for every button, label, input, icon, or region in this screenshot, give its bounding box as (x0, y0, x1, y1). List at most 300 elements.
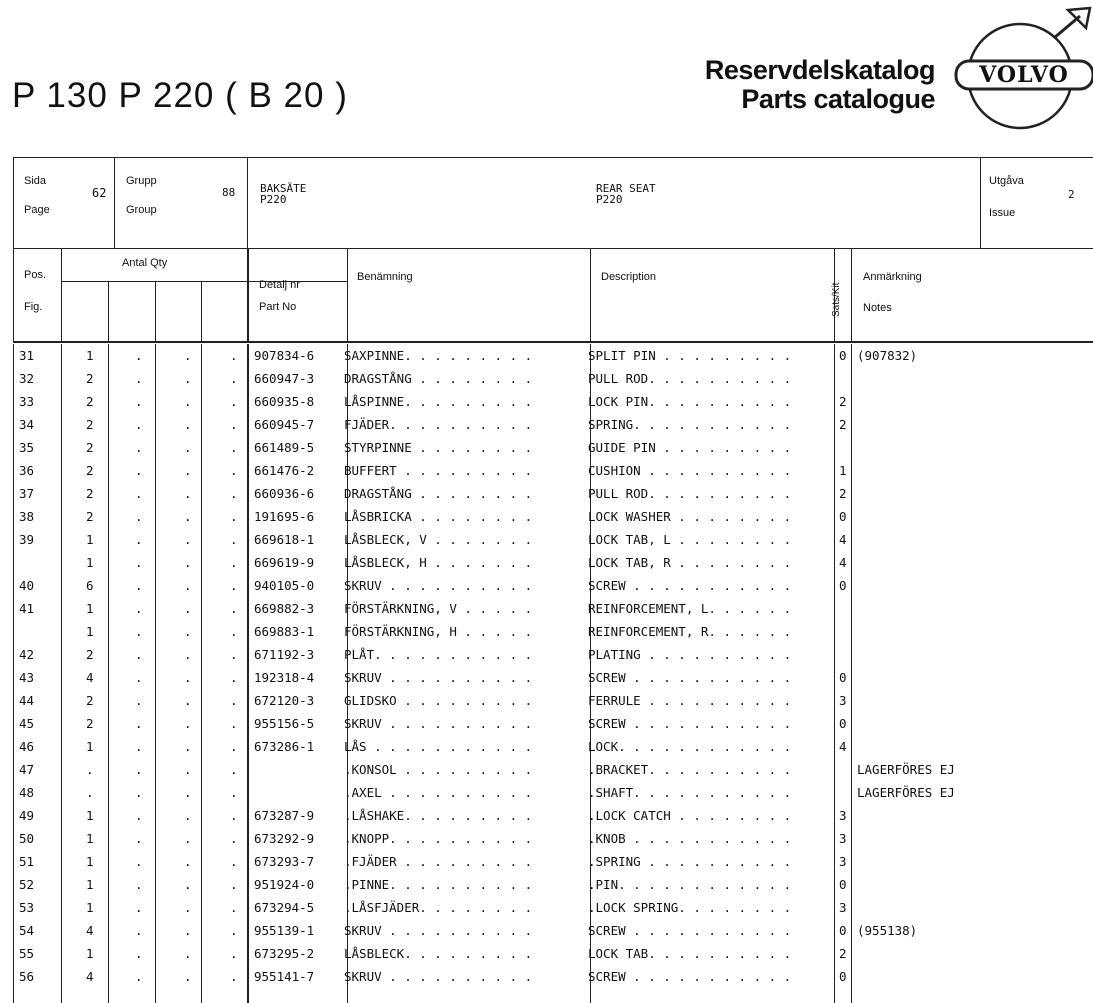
part-number-cell: 660936-6 (254, 486, 315, 501)
benamning-cell: .LÅSFJÄDER. . . . . . . . (344, 900, 533, 915)
qty-col3-cell: . (184, 601, 192, 616)
qty-col2-cell: . (135, 923, 143, 938)
qty-cell: 2 (86, 716, 94, 731)
sats-cell: 4 (839, 555, 847, 570)
qty-cell: 2 (86, 394, 94, 409)
qty-col3-cell: . (184, 946, 192, 961)
part-number-cell: 669882-3 (254, 601, 315, 616)
part-number-cell: 191695-6 (254, 509, 315, 524)
qty-col2-cell: . (135, 716, 143, 731)
benamning-cell: SKRUV . . . . . . . . . . (344, 716, 533, 731)
sats-cell: 4 (839, 739, 847, 754)
sats-cell: 1 (839, 463, 847, 478)
qty-col3-cell: . (184, 670, 192, 685)
benamning-cell: STYRPINNE . . . . . . . . (344, 440, 533, 455)
description-cell: LOCK PIN. . . . . . . . . . (588, 394, 792, 409)
part-number-cell: 671192-3 (254, 647, 315, 662)
pos-cell: 52 (19, 877, 35, 892)
part-number-cell: 669883-1 (254, 624, 315, 639)
table-row (14, 737, 1093, 760)
qty-col4-cell: . (230, 900, 238, 915)
qty-col2-cell: . (135, 486, 143, 501)
qty-col2-cell: . (135, 969, 143, 984)
part-number-cell: 660947-3 (254, 371, 315, 386)
qty-col4-cell: . (230, 555, 238, 570)
qty-col4-cell: . (230, 394, 238, 409)
qty-col4-cell: . (230, 601, 238, 616)
table-row (14, 852, 1093, 875)
part-number-cell: 661489-5 (254, 440, 315, 455)
qty-col2-cell: . (135, 693, 143, 708)
table-row (14, 599, 1093, 622)
qty-col2-cell: . (135, 532, 143, 547)
pos-cell: 33 (19, 394, 35, 409)
benamning-label: Benämning (357, 271, 413, 283)
qty-cell: 2 (86, 647, 94, 662)
qty-col3-cell: . (184, 808, 192, 823)
part-number-cell: 661476-2 (254, 463, 315, 478)
notes-cell: LAGERFÖRES EJ (857, 785, 955, 800)
qty-col4-cell: . (230, 348, 238, 363)
pos-cell: 51 (19, 854, 35, 869)
qty-col3-cell: . (184, 900, 192, 915)
qty-col2-cell: . (135, 601, 143, 616)
qty-cell: 1 (86, 624, 94, 639)
notes-cell: (907832) (857, 348, 918, 363)
qty-cell: 2 (86, 509, 94, 524)
detalj-label: Detalj nr (259, 279, 300, 291)
benamning-cell: LÅS . . . . . . . . . . . (344, 739, 533, 754)
description-cell: CUSHION . . . . . . . . . . (588, 463, 792, 478)
pos-cell: 47 (19, 762, 35, 777)
table-row (14, 944, 1093, 967)
qty-col2-cell: . (135, 348, 143, 363)
qty-col2-cell: . (135, 739, 143, 754)
qty-cell: 2 (86, 463, 94, 478)
table-row (14, 461, 1093, 484)
benamning-cell: .LÅSHAKE. . . . . . . . . (344, 808, 533, 823)
qty-col3-cell: . (184, 578, 192, 593)
description-cell: .SHAFT. . . . . . . . . . . (588, 785, 792, 800)
pos-cell: 37 (19, 486, 35, 501)
description-cell: SPLIT PIN . . . . . . . . . (588, 348, 792, 363)
part-number-cell: 955139-1 (254, 923, 315, 938)
description-cell: PLATING . . . . . . . . . . (588, 647, 792, 662)
benamning-cell: DRAGSTÅNG . . . . . . . . (344, 371, 533, 386)
qty-col4-cell: . (230, 417, 238, 432)
sats-cell: 2 (839, 946, 847, 961)
qty-col4-cell: . (230, 670, 238, 685)
table-row (14, 553, 1093, 576)
qty-col2-cell: . (135, 808, 143, 823)
antal-qty-label: Antal Qty (122, 257, 168, 269)
qty-col2-cell: . (135, 831, 143, 846)
qty-col3-cell: . (184, 785, 192, 800)
part-number-cell: 955156-5 (254, 716, 315, 731)
table-row (14, 668, 1093, 691)
qty-col2-cell: . (135, 440, 143, 455)
pos-cell: 42 (19, 647, 35, 662)
qty-cell: 1 (86, 348, 94, 363)
pos-cell: 56 (19, 969, 35, 984)
title-en-model: P220 (596, 193, 623, 206)
notes-label: Notes (863, 302, 892, 314)
qty-col3-cell: . (184, 716, 192, 731)
qty-col4-cell: . (230, 831, 238, 846)
qty-col4-cell: . (230, 532, 238, 547)
qty-col3-cell: . (184, 923, 192, 938)
pos-cell: 50 (19, 831, 35, 846)
description-cell: .LOCK CATCH . . . . . . . . (588, 808, 792, 823)
sats-cell: 0 (839, 348, 847, 363)
part-number-cell: 955141-7 (254, 969, 315, 984)
table-row (14, 622, 1093, 645)
benamning-cell: .FJÄDER . . . . . . . . . (344, 854, 533, 869)
part-no-label: Part No (259, 301, 297, 313)
benamning-cell: LÅSBLECK. . . . . . . . . (344, 946, 533, 961)
description-cell: PULL ROD. . . . . . . . . . (588, 486, 792, 501)
sida-label: Sida (24, 175, 47, 187)
qty-cell: 1 (86, 877, 94, 892)
part-number-cell: 669618-1 (254, 532, 315, 547)
qty-col2-cell: . (135, 762, 143, 777)
qty-cell: . (86, 785, 94, 800)
table-row (14, 921, 1093, 944)
qty-col3-cell: . (184, 762, 192, 777)
benamning-cell: SKRUV . . . . . . . . . . (344, 923, 533, 938)
qty-col3-cell: . (184, 463, 192, 478)
qty-cell: 1 (86, 532, 94, 547)
sats-cell: 0 (839, 923, 847, 938)
qty-col4-cell: . (230, 624, 238, 639)
part-number-cell: 673286-1 (254, 739, 315, 754)
qty-cell: 4 (86, 670, 94, 685)
description-cell: LOCK TAB, R . . . . . . . . (588, 555, 792, 570)
benamning-cell: LÅSBLECK, V . . . . . . . (344, 532, 533, 547)
sats-kit-label: Sats/Kit (831, 282, 842, 317)
description-cell: FERRULE . . . . . . . . . . (588, 693, 792, 708)
pos-cell: 49 (19, 808, 35, 823)
info-header (13, 157, 1093, 249)
pos-cell: 38 (19, 509, 35, 524)
qty-cell: 2 (86, 417, 94, 432)
qty-col3-cell: . (184, 877, 192, 892)
description-cell: SPRING. . . . . . . . . . . (588, 417, 792, 432)
description-cell: .KNOB . . . . . . . . . . . (588, 831, 792, 846)
benamning-cell: .PINNE. . . . . . . . . . (344, 877, 533, 892)
part-number-cell: 672120-3 (254, 693, 315, 708)
benamning-cell: BUFFERT . . . . . . . . . (344, 463, 533, 478)
pos-cell: 36 (19, 463, 35, 478)
group-number: 88 (222, 186, 236, 199)
qty-cell: 2 (86, 440, 94, 455)
sats-cell: 2 (839, 394, 847, 409)
fig-label: Fig. (24, 301, 43, 313)
benamning-cell: GLIDSKO . . . . . . . . . (344, 693, 533, 708)
description-cell: LOCK WASHER . . . . . . . . (588, 509, 792, 524)
qty-cell: 2 (86, 486, 94, 501)
qty-col4-cell: . (230, 647, 238, 662)
qty-col2-cell: . (135, 670, 143, 685)
qty-col2-cell: . (135, 877, 143, 892)
qty-col2-cell: . (135, 417, 143, 432)
table-row (14, 806, 1093, 829)
qty-col3-cell: . (184, 647, 192, 662)
sats-cell: 0 (839, 877, 847, 892)
issue-label: Issue (989, 207, 1016, 219)
description-cell: SCREW . . . . . . . . . . . (588, 578, 792, 593)
table-row (14, 484, 1093, 507)
utgava-label: Utgåva (989, 175, 1024, 187)
description-label: Description (601, 271, 657, 283)
description-cell: PULL ROD. . . . . . . . . . (588, 371, 792, 386)
benamning-cell: .KNOPP. . . . . . . . . . (344, 831, 533, 846)
qty-col2-cell: . (135, 394, 143, 409)
qty-cell: 1 (86, 739, 94, 754)
qty-cell: 1 (86, 808, 94, 823)
qty-col2-cell: . (135, 647, 143, 662)
qty-col3-cell: . (184, 555, 192, 570)
qty-col4-cell: . (230, 739, 238, 754)
qty-col4-cell: . (230, 762, 238, 777)
part-number-cell: 669619-9 (254, 555, 315, 570)
table-row (14, 898, 1093, 921)
qty-col4-cell: . (230, 509, 238, 524)
qty-col2-cell: . (135, 900, 143, 915)
part-number-cell: 951924-0 (254, 877, 315, 892)
qty-cell: 1 (86, 555, 94, 570)
sats-cell: 3 (839, 693, 847, 708)
grupp-label: Grupp (126, 175, 157, 187)
description-cell: SCREW . . . . . . . . . . . (588, 670, 792, 685)
benamning-cell: .AXEL . . . . . . . . . . (344, 785, 533, 800)
qty-col4-cell: . (230, 716, 238, 731)
pos-cell: 39 (19, 532, 35, 547)
part-number-cell: 673287-9 (254, 808, 315, 823)
table-row (14, 576, 1093, 599)
title-sv-text: BAKSÄTE (260, 182, 307, 195)
qty-col2-cell: . (135, 946, 143, 961)
qty-col4-cell: . (230, 854, 238, 869)
pos-cell: 34 (19, 417, 35, 432)
qty-cell: 2 (86, 693, 94, 708)
description-cell: REINFORCEMENT, L. . . . . . (588, 601, 792, 616)
qty-col2-cell: . (135, 578, 143, 593)
qty-col3-cell: . (184, 348, 192, 363)
qty-col4-cell: . (230, 969, 238, 984)
qty-cell: 1 (86, 854, 94, 869)
qty-col2-cell: . (135, 624, 143, 639)
table-row (14, 691, 1093, 714)
qty-col3-cell: . (184, 854, 192, 869)
table-row (14, 369, 1093, 392)
pos-cell: 54 (19, 923, 35, 938)
benamning-cell: LÅSBRICKA . . . . . . . . (344, 509, 533, 524)
qty-col3-cell: . (184, 394, 192, 409)
title-en-text: REAR SEAT (596, 182, 656, 195)
qty-col4-cell: . (230, 785, 238, 800)
pos-cell: 32 (19, 371, 35, 386)
qty-col4-cell: . (230, 808, 238, 823)
qty-col3-cell: . (184, 739, 192, 754)
qty-col2-cell: . (135, 371, 143, 386)
part-number-cell: 673295-2 (254, 946, 315, 961)
table-row (14, 530, 1093, 553)
qty-cell: 2 (86, 371, 94, 386)
table-row (14, 507, 1093, 530)
part-number-cell: 673294-5 (254, 900, 315, 915)
sats-cell: 3 (839, 808, 847, 823)
pos-cell: 35 (19, 440, 35, 455)
title-sv-model: P220 (260, 193, 287, 206)
sats-cell: 3 (839, 900, 847, 915)
qty-col4-cell: . (230, 440, 238, 455)
description-cell: SCREW . . . . . . . . . . . (588, 923, 792, 938)
group-label: Group (126, 204, 157, 216)
benamning-cell: PLÅT. . . . . . . . . . . (344, 647, 533, 662)
qty-col2-cell: . (135, 785, 143, 800)
title-english (596, 183, 656, 205)
description-cell: .SPRING . . . . . . . . . . (588, 854, 792, 869)
catalog-title (705, 56, 935, 114)
benamning-cell: SKRUV . . . . . . . . . . (344, 969, 533, 984)
qty-col3-cell: . (184, 440, 192, 455)
pos-cell: 41 (19, 601, 35, 616)
pos-label: Pos. (24, 269, 47, 281)
qty-cell: 6 (86, 578, 94, 593)
catalog-title-en: Parts catalogue (741, 84, 935, 114)
qty-col2-cell: . (135, 509, 143, 524)
sats-cell: 4 (839, 532, 847, 547)
description-cell: .LOCK SPRING. . . . . . . . (588, 900, 792, 915)
catalog-title-sv: Reservdelskatalog (704, 55, 935, 85)
part-number-cell: 907834-6 (254, 348, 315, 363)
part-number-cell: 660945-7 (254, 417, 315, 432)
page-label: Page (24, 204, 50, 216)
pos-cell: 44 (19, 693, 35, 708)
qty-col3-cell: . (184, 371, 192, 386)
table-row (14, 714, 1093, 737)
benamning-cell: FÖRSTÄRKNING, V . . . . . (344, 601, 533, 616)
pos-cell: 48 (19, 785, 35, 800)
benamning-cell: LÅSPINNE. . . . . . . . . (344, 394, 533, 409)
issue-number: 2 (1068, 188, 1075, 201)
description-cell: LOCK TAB. . . . . . . . . . (588, 946, 792, 961)
notes-cell: (955138) (857, 923, 918, 938)
qty-col3-cell: . (184, 831, 192, 846)
qty-cell: 4 (86, 969, 94, 984)
qty-col3-cell: . (184, 693, 192, 708)
part-number-cell: 673293-7 (254, 854, 315, 869)
qty-col3-cell: . (184, 532, 192, 547)
part-number-cell: 192318-4 (254, 670, 315, 685)
qty-col3-cell: . (184, 417, 192, 432)
part-number-cell: 673292-9 (254, 831, 315, 846)
pos-cell: 53 (19, 900, 35, 915)
description-cell: SCREW . . . . . . . . . . . (588, 716, 792, 731)
qty-col2-cell: . (135, 854, 143, 869)
qty-cell: 1 (86, 946, 94, 961)
table-row (14, 829, 1093, 852)
column-header (13, 249, 1093, 343)
sats-cell: 0 (839, 509, 847, 524)
model-title: P 130 P 220 ( B 20 ) (12, 76, 348, 115)
sats-cell: 0 (839, 578, 847, 593)
qty-col2-cell: . (135, 555, 143, 570)
benamning-cell: DRAGSTÅNG . . . . . . . . (344, 486, 533, 501)
qty-col3-cell: . (184, 509, 192, 524)
sats-cell: 0 (839, 716, 847, 731)
part-number-cell: 660935-8 (254, 394, 315, 409)
part-number-cell: 940105-0 (254, 578, 315, 593)
qty-col2-cell: . (135, 463, 143, 478)
qty-col4-cell: . (230, 578, 238, 593)
sats-cell: 2 (839, 486, 847, 501)
pos-cell: 43 (19, 670, 35, 685)
qty-col3-cell: . (184, 486, 192, 501)
qty-cell: 1 (86, 900, 94, 915)
qty-col4-cell: . (230, 923, 238, 938)
benamning-cell: FJÄDER. . . . . . . . . . (344, 417, 533, 432)
pos-cell: 31 (19, 348, 35, 363)
benamning-cell: SKRUV . . . . . . . . . . (344, 670, 533, 685)
volvo-logo (950, 4, 1093, 132)
table-row (14, 967, 1093, 990)
qty-col3-cell: . (184, 624, 192, 639)
description-cell: SCREW . . . . . . . . . . . (588, 969, 792, 984)
benamning-cell: .KONSOL . . . . . . . . . (344, 762, 533, 777)
table-row (14, 346, 1093, 369)
benamning-cell: FÖRSTÄRKNING, H . . . . . (344, 624, 533, 639)
description-cell: REINFORCEMENT, R. . . . . . (588, 624, 792, 639)
sats-cell: 2 (839, 417, 847, 432)
qty-cell: 4 (86, 923, 94, 938)
sats-cell: 0 (839, 670, 847, 685)
description-cell: .PIN. . . . . . . . . . . . (588, 877, 792, 892)
qty-cell: 1 (86, 831, 94, 846)
table-row (14, 438, 1093, 461)
benamning-cell: SAXPINNE. . . . . . . . . (344, 348, 533, 363)
table-row (14, 392, 1093, 415)
pos-cell: 45 (19, 716, 35, 731)
table-row (14, 875, 1093, 898)
benamning-cell: SKRUV . . . . . . . . . . (344, 578, 533, 593)
pos-cell: 55 (19, 946, 35, 961)
sats-cell: 3 (839, 831, 847, 846)
description-cell: GUIDE PIN . . . . . . . . . (588, 440, 792, 455)
description-cell: LOCK TAB, L . . . . . . . . (588, 532, 792, 547)
table-row (14, 783, 1093, 806)
qty-col4-cell: . (230, 693, 238, 708)
pos-cell: 46 (19, 739, 35, 754)
benamning-cell: LÅSBLECK, H . . . . . . . (344, 555, 533, 570)
logo-wordmark: VOLVO (979, 62, 1069, 88)
qty-col4-cell: . (230, 371, 238, 386)
title-swedish (260, 183, 306, 205)
qty-col3-cell: . (184, 969, 192, 984)
notes-cell: LAGERFÖRES EJ (857, 762, 955, 777)
qty-cell: 1 (86, 601, 94, 616)
table-row (14, 645, 1093, 668)
parts-table-body (14, 346, 1093, 990)
page-number: 62 (92, 186, 107, 200)
table-row (14, 760, 1093, 783)
sats-cell: 3 (839, 854, 847, 869)
qty-col4-cell: . (230, 946, 238, 961)
anmarkning-label: Anmärkning (863, 271, 922, 283)
qty-col4-cell: . (230, 486, 238, 501)
description-cell: LOCK. . . . . . . . . . . . (588, 739, 792, 754)
